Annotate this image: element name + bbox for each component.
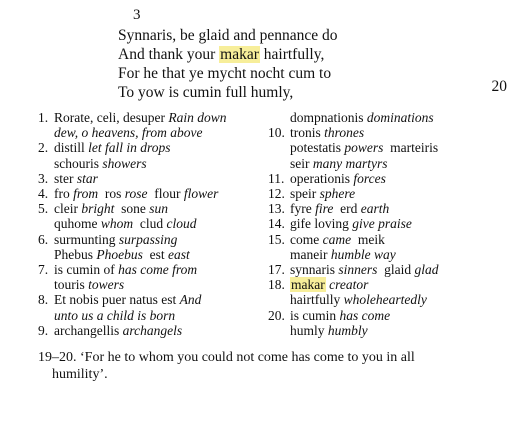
gloss-number: 11. bbox=[268, 170, 285, 186]
gloss-translation: Rain down bbox=[168, 110, 227, 125]
gloss-number: 5. bbox=[38, 201, 49, 217]
gloss-translation: cloud bbox=[166, 216, 197, 232]
gloss-translation: came bbox=[322, 231, 352, 247]
gloss-term: synnaris bbox=[290, 262, 339, 278]
gloss-entry bbox=[38, 323, 263, 338]
poem-stanza bbox=[118, 26, 338, 102]
gloss-number: 18. bbox=[268, 277, 285, 293]
gloss-translation: glad bbox=[414, 262, 439, 278]
note-line: 19–20. ‘For he to whom you could not come has come to you in all bbox=[38, 350, 415, 365]
gloss-entry bbox=[268, 216, 518, 231]
gloss-translation: wholeheartedly bbox=[343, 292, 427, 308]
gloss-translation: many martyrs bbox=[312, 155, 388, 171]
gloss-entry bbox=[38, 156, 263, 171]
gloss-translation: humble way bbox=[330, 246, 396, 262]
gloss-term: Et nobis puer natus est bbox=[54, 292, 180, 308]
gloss-translation: showers bbox=[102, 155, 147, 171]
gloss-entry bbox=[268, 186, 518, 201]
gloss-entry bbox=[38, 308, 263, 323]
gloss-translation: whom bbox=[100, 216, 134, 232]
gloss-term: operationis bbox=[290, 170, 354, 186]
gloss-term: humly bbox=[290, 322, 328, 338]
gloss-number: 3. bbox=[38, 170, 49, 186]
line-number: 20 bbox=[491, 78, 507, 95]
gloss-entry bbox=[268, 125, 518, 140]
gloss-entry bbox=[268, 110, 518, 125]
gloss-entry bbox=[38, 171, 263, 186]
gloss-term: est bbox=[142, 246, 169, 262]
gloss-term: is cumin of bbox=[54, 262, 119, 278]
gloss-translation: creator bbox=[329, 277, 369, 293]
gloss-translation: dew, o heavens, from above bbox=[54, 125, 203, 141]
highlighted-word: makar bbox=[220, 46, 259, 63]
gloss-entry bbox=[268, 232, 518, 247]
gloss-term: dompnationis bbox=[290, 110, 367, 125]
gloss-term: meik bbox=[351, 231, 385, 247]
gloss-term: archangellis bbox=[54, 322, 123, 338]
translation-note bbox=[38, 350, 518, 383]
gloss-translation: has come bbox=[339, 307, 391, 323]
gloss-term: speir bbox=[290, 186, 320, 202]
gloss-translation: forces bbox=[353, 170, 386, 186]
gloss-number: 10. bbox=[268, 125, 285, 141]
gloss-term: gife loving bbox=[290, 216, 353, 232]
gloss-entry bbox=[38, 140, 263, 155]
gloss-number: 6. bbox=[38, 231, 49, 247]
gloss-translation: unto us a child is born bbox=[54, 307, 176, 323]
gloss-translation: sun bbox=[149, 201, 169, 217]
gloss-term: erd bbox=[333, 201, 361, 217]
gloss-entry bbox=[268, 308, 518, 323]
gloss-number: 8. bbox=[38, 292, 49, 308]
gloss-entry bbox=[38, 110, 263, 125]
gloss-term: distill bbox=[54, 140, 89, 156]
gloss-term: clud bbox=[133, 216, 167, 232]
gloss-entry bbox=[268, 262, 518, 277]
gloss-entry bbox=[38, 247, 263, 262]
gloss-translation: rose bbox=[124, 186, 148, 202]
gloss-translation: bright bbox=[81, 201, 115, 217]
gloss-translation: from bbox=[73, 186, 99, 202]
gloss-term: Rorate, celi, desuper bbox=[54, 110, 169, 125]
gloss-entry bbox=[38, 262, 263, 277]
stanza-number: 3 bbox=[133, 7, 141, 23]
gloss-number: 1. bbox=[38, 110, 49, 125]
gloss-term: Phebus bbox=[54, 246, 97, 262]
gloss-entry bbox=[38, 292, 263, 307]
gloss-translation: sphere bbox=[319, 186, 356, 202]
gloss-number: 15. bbox=[268, 231, 285, 247]
gloss-translation: star bbox=[76, 170, 98, 186]
gloss-term: flour bbox=[147, 186, 184, 202]
gloss-term: cleir bbox=[54, 201, 82, 217]
gloss-entry bbox=[38, 216, 263, 231]
gloss-entry bbox=[38, 232, 263, 247]
poem-line: To yow is cumin full humly, bbox=[118, 84, 294, 101]
gloss-entry bbox=[38, 201, 263, 216]
gloss-translation: towers bbox=[88, 277, 125, 293]
gloss-term: fro bbox=[54, 186, 74, 202]
gloss-term: maneir bbox=[290, 246, 331, 262]
gloss-translation: earth bbox=[360, 201, 390, 217]
gloss-term: schouris bbox=[54, 155, 103, 171]
gloss-term: ros bbox=[98, 186, 125, 202]
gloss-term: marteiris bbox=[383, 140, 439, 156]
gloss-term: glaid bbox=[377, 262, 415, 278]
gloss-translation: dominations bbox=[366, 110, 434, 125]
gloss-translation: And bbox=[179, 292, 202, 308]
gloss-term: fyre bbox=[290, 201, 316, 217]
note-line: humility’. bbox=[52, 366, 108, 382]
gloss-translation: east bbox=[168, 246, 190, 262]
poem-line: Synnaris, be glaid and pennance do bbox=[118, 27, 338, 44]
gloss-entry bbox=[268, 247, 518, 262]
gloss-translation: give praise bbox=[352, 216, 412, 232]
gloss-entry bbox=[268, 140, 518, 155]
gloss-term: come bbox=[290, 231, 323, 247]
gloss-term: ster bbox=[54, 170, 77, 186]
gloss-term: is cumin bbox=[290, 307, 340, 323]
gloss-entry bbox=[38, 186, 263, 201]
gloss-number: 14. bbox=[268, 216, 285, 232]
gloss-translation: has come from bbox=[118, 262, 198, 278]
gloss-translation: humbly bbox=[327, 322, 368, 338]
gloss-entry bbox=[268, 156, 518, 171]
gloss-number: 12. bbox=[268, 186, 285, 202]
gloss-term: surmunting bbox=[54, 231, 119, 247]
gloss-translation: archangels bbox=[122, 322, 183, 338]
gloss-number: 13. bbox=[268, 201, 285, 217]
gloss-term: hairtfully bbox=[290, 292, 344, 308]
gloss-term: quhome bbox=[54, 216, 101, 232]
gloss-term: tronis bbox=[290, 125, 325, 141]
gloss-translation: sinners bbox=[338, 262, 378, 278]
gloss-number: 2. bbox=[38, 140, 49, 156]
gloss-translation: surpassing bbox=[118, 231, 178, 247]
gloss-entry bbox=[268, 201, 518, 216]
gloss-translation: flower bbox=[183, 186, 219, 202]
gloss-entry bbox=[268, 323, 518, 338]
gloss-term: touris bbox=[54, 277, 89, 293]
poem-line: And thank your makar hairtfully, bbox=[118, 46, 325, 63]
glosses-left-column bbox=[38, 110, 263, 338]
gloss-translation: powers bbox=[344, 140, 384, 156]
gloss-number: 7. bbox=[38, 262, 49, 278]
poem-line: For he that ye mycht nocht cum to bbox=[118, 65, 332, 82]
gloss-term: sone bbox=[114, 201, 150, 217]
gloss-term: potestatis bbox=[290, 140, 345, 156]
gloss-entry bbox=[38, 125, 263, 140]
gloss-entry bbox=[268, 292, 518, 307]
highlighted-word: makar bbox=[291, 277, 325, 293]
gloss-translation: fire bbox=[315, 201, 334, 217]
gloss-entry bbox=[268, 277, 518, 292]
gloss-entry bbox=[38, 277, 263, 292]
gloss-translation: thrones bbox=[324, 125, 365, 141]
gloss-number: 9. bbox=[38, 322, 49, 338]
gloss-number: 4. bbox=[38, 186, 49, 202]
gloss-term: seir bbox=[290, 155, 313, 171]
glosses-right-column bbox=[268, 110, 518, 338]
gloss-number: 20. bbox=[268, 307, 285, 323]
gloss-translation: let fall in drops bbox=[88, 140, 171, 156]
gloss-entry bbox=[268, 171, 518, 186]
gloss-number: 17. bbox=[268, 262, 285, 278]
gloss-translation: Phoebus bbox=[96, 246, 143, 262]
